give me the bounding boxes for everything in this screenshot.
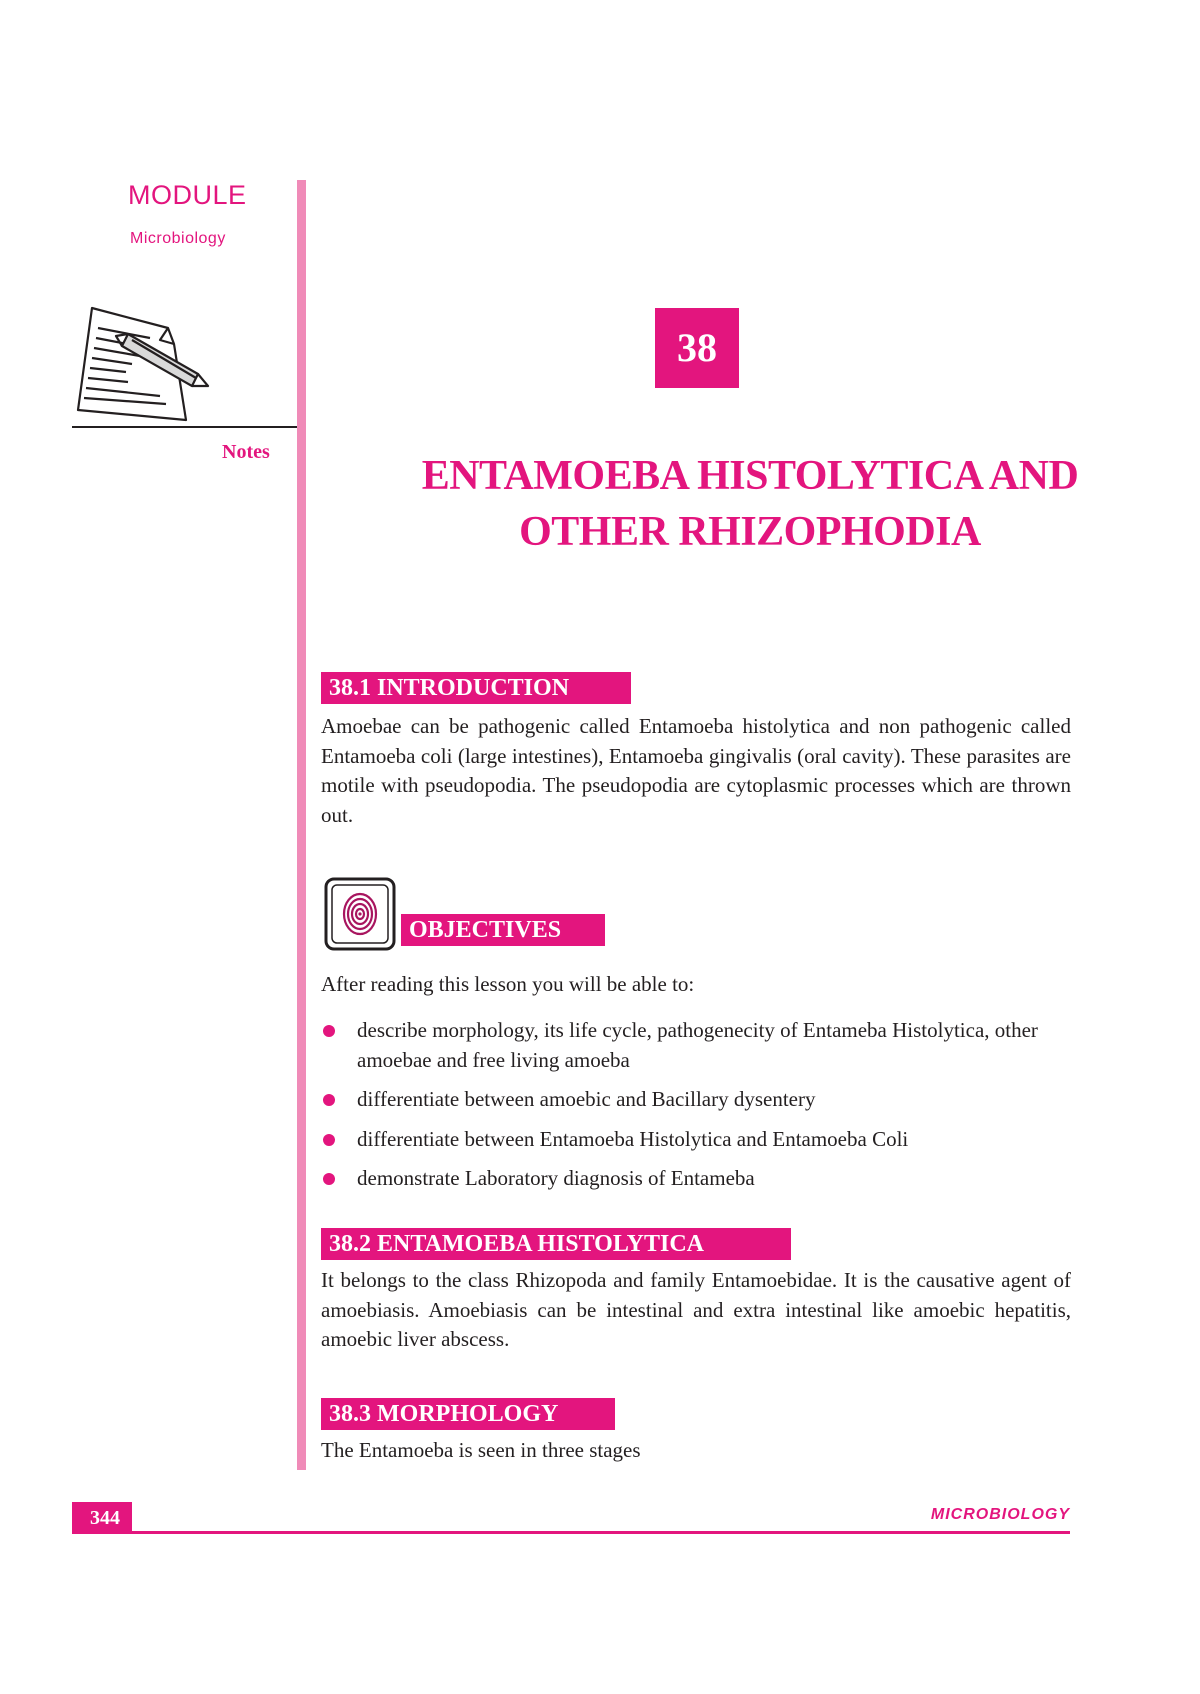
section-heading-objectives: OBJECTIVES <box>401 914 605 946</box>
introduction-text: Amoebae can be pathogenic called Entamoeba histolytica and non pathogenic called Entamoeba coli (large intestines), Entamoeba gingivalis (oral cavity). These parasites are motile with pseudopodia. The pseudopodia are cytoplasmic processes which are thrown out. <box>321 714 1071 827</box>
list-item: demonstrate Laboratory diagnosis of Entameba <box>321 1164 1081 1194</box>
section-heading-morphology: 38.3 MORPHOLOGY <box>321 1398 615 1430</box>
bullet-dot-icon <box>323 1173 335 1185</box>
chapter-title-line-1: ENTAMOEBA HISTOLYTICA AND <box>421 453 1079 499</box>
chapter-title <box>300 448 1200 560</box>
footer-label: MICROBIOLOGY <box>930 1506 1070 1523</box>
notes-divider <box>72 426 300 428</box>
chapter-title-line-2: OTHER RHIZOPHODIA <box>519 509 981 555</box>
footer-rule <box>132 1531 1070 1534</box>
notes-label: Notes <box>222 441 270 463</box>
list-item: describe morphology, its life cycle, pathogenecity of Entameba Histolytica, other amoebae and free living amoeba <box>321 1016 1081 1075</box>
bullet-dot-icon <box>323 1094 335 1106</box>
module-label: MODULE <box>128 180 247 210</box>
margin-bar <box>297 180 306 1470</box>
objectives-lead: After reading this lesson you will be able to: <box>321 972 695 996</box>
bullet-dot-icon <box>323 1134 335 1146</box>
module-subject: Microbiology <box>130 230 226 247</box>
histolytica-text: It belongs to the class Rhizopoda and family Entamoebidae. It is the causative agent of amoebiasis. Amoebiasis can be intestinal and extra intestinal like amoebic hepatitis, amoebic liver abscess. <box>321 1268 1071 1351</box>
target-fingerprint-icon <box>323 876 397 952</box>
section-heading-histolytica: 38.2 ENTAMOEBA HISTOLYTICA <box>321 1228 791 1260</box>
notes-paper-pencil-icon <box>70 300 220 428</box>
morphology-text: The Entamoeba is seen in three stages <box>321 1438 641 1462</box>
list-item: differentiate between Entamoeba Histolytica and Entamoeba Coli <box>321 1125 1081 1155</box>
page-number: 344 <box>72 1502 132 1534</box>
list-item: differentiate between amoebic and Bacillary dysentery <box>321 1085 1081 1115</box>
bullet-dot-icon <box>323 1025 335 1037</box>
section-heading-introduction: 38.1 INTRODUCTION <box>321 672 631 704</box>
chapter-number: 38 <box>655 308 739 388</box>
objectives-list <box>321 1016 1081 1204</box>
